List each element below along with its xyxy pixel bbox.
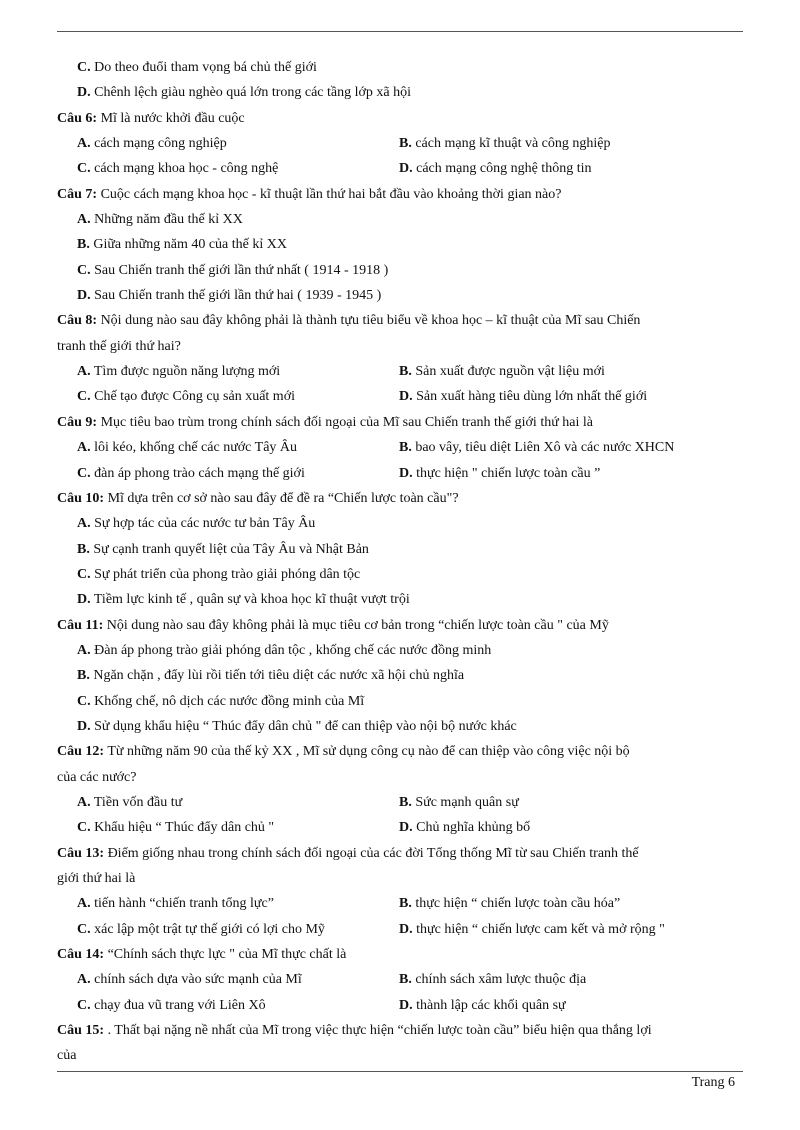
answer-option: [77, 207, 243, 232]
answer-option: [77, 638, 491, 663]
option-text: Sự phát triển của phong trào giải phóng dân tộc: [94, 566, 361, 582]
option-letter: C.: [77, 389, 91, 405]
option-row: [57, 562, 743, 587]
option-letter: A.: [77, 642, 91, 658]
question-label: Câu 10:: [57, 490, 105, 506]
option-letter: D.: [77, 85, 91, 101]
page-content: [57, 55, 743, 1069]
option-letter: D.: [77, 592, 91, 608]
answer-option: [399, 384, 647, 409]
question-line: [57, 739, 743, 764]
option-letter: A.: [77, 136, 91, 152]
option-letter: B.: [399, 794, 412, 810]
option-letter: A.: [77, 896, 91, 912]
answer-option: [77, 131, 227, 156]
footer-rule: [57, 1071, 743, 1072]
question-line: [57, 841, 743, 866]
option-letter: A.: [77, 794, 91, 810]
option-letter: D.: [399, 921, 413, 937]
question-text: Mục tiêu bao trùm trong chính sách đối ngoại của Mĩ sau Chiến tranh thế giới thứ hai là: [100, 414, 594, 430]
option-letter: C.: [77, 566, 91, 582]
option-letter: B.: [77, 668, 90, 684]
answer-option: [77, 917, 325, 942]
answer-option: [77, 435, 297, 460]
question-line: [57, 308, 743, 333]
answer-option: [77, 80, 411, 105]
option-letter: C.: [77, 161, 91, 177]
question-continuation: tranh thế giới thứ hai?: [57, 338, 181, 354]
question-label: Câu 9:: [57, 414, 98, 430]
question-label: Câu 8:: [57, 313, 98, 329]
question-continuation: giới thứ hai là: [57, 871, 136, 886]
question-text: Nội dung nào sau đây không phải là thành tựu tiêu biểu về khoa học – kĩ thuật của Mĩ sau Chiến: [100, 313, 641, 329]
answer-option: [77, 537, 369, 562]
option-text: Sau Chiến tranh thế giới lần thứ hai ( 1939 - 1945 ): [94, 288, 382, 304]
question-text: “Chính sách thực lực " của Mĩ thực chất là: [107, 947, 347, 963]
option-text: cách mạng khoa học - công nghệ: [94, 161, 279, 177]
option-text: bao vây, tiêu diệt Liên Xô và các nước XHCN: [415, 440, 675, 456]
option-row: [57, 461, 743, 486]
option-text: Tìm được nguồn năng lượng mới: [93, 364, 281, 380]
question-continuation: của các nước?: [57, 769, 137, 785]
option-letter: B.: [399, 896, 412, 912]
answer-option: [77, 55, 317, 80]
option-row: [57, 689, 743, 714]
option-text: xác lập một trật tự thế giới có lợi cho Mỹ: [94, 921, 325, 937]
option-text: Chế tạo được Công cụ sản xuất mới: [94, 389, 295, 405]
answer-option: [77, 511, 315, 536]
header-rule: [57, 31, 743, 32]
option-row: [57, 587, 743, 612]
option-text: cách mạng công nghệ thông tin: [416, 161, 592, 177]
option-letter: B.: [399, 972, 412, 988]
option-row: [57, 359, 743, 384]
answer-option: [77, 562, 360, 587]
option-letter: B.: [399, 364, 412, 380]
option-text: thực hiện “ chiến lược cam kết và mở rộng ": [416, 921, 665, 937]
answer-option: [77, 359, 280, 384]
answer-option: [399, 993, 566, 1018]
option-letter: A.: [77, 516, 91, 532]
answer-option: [77, 283, 381, 308]
answer-option: [77, 891, 274, 916]
option-text: đàn áp phong trào cách mạng thế giới: [94, 465, 305, 481]
option-text: Chênh lệch giàu nghèo quá lớn trong các tầng lớp xã hội: [94, 85, 412, 101]
answer-option: [77, 258, 388, 283]
answer-option: [399, 815, 530, 840]
option-row: [57, 967, 743, 992]
question-label: Câu 12:: [57, 744, 105, 760]
option-row: [57, 917, 743, 942]
answer-option: [399, 461, 600, 486]
option-text: Sử dụng khẩu hiệu “ Thúc đẩy dân chủ " để can thiệp vào nội bộ nước khác: [94, 718, 517, 734]
option-text: Giữa những năm 40 của thế kỉ XX: [93, 237, 287, 253]
option-text: cách mạng công nghiệp: [94, 136, 227, 152]
option-text: Sức mạnh quân sự: [415, 794, 519, 810]
option-letter: C.: [77, 60, 91, 75]
option-letter: A.: [77, 212, 91, 228]
option-text: Sự cạnh tranh quyết liệt của Tây Âu và Nhật Bản: [93, 541, 369, 557]
option-row: [57, 80, 743, 105]
option-text: Những năm đầu thế kỉ XX: [94, 212, 243, 228]
option-row: [57, 283, 743, 308]
option-letter: B.: [399, 136, 412, 152]
option-letter: C.: [77, 921, 91, 937]
option-text: chính sách dựa vào sức mạnh của Mĩ: [94, 972, 302, 988]
option-letter: C.: [77, 997, 91, 1013]
answer-option: [77, 993, 266, 1018]
option-text: Khống chế, nô dịch các nước đồng minh của Mĩ: [94, 693, 365, 709]
option-row: [57, 891, 743, 916]
answer-option: [399, 790, 519, 815]
option-text: chính sách xâm lược thuộc địa: [415, 972, 587, 988]
option-row: [57, 384, 743, 409]
question-text: Điểm giống nhau trong chính sách đối ngoại của các đời Tổng thống Mĩ từ sau Chiến tranh thế: [107, 845, 639, 861]
question-line: [57, 410, 743, 435]
answer-option: [77, 663, 464, 688]
page-number: Trang 6: [691, 1075, 735, 1090]
option-letter: A.: [77, 364, 91, 380]
option-letter: B.: [77, 541, 90, 557]
option-text: thực hiện “ chiến lược toàn cầu hóa”: [415, 896, 621, 912]
option-letter: B.: [399, 440, 412, 456]
answer-option: [77, 689, 364, 714]
question-label: Câu 14:: [57, 947, 105, 963]
question-label: Câu 13:: [57, 845, 105, 861]
option-letter: C.: [77, 465, 91, 481]
option-text: tiến hành “chiến tranh tổng lực”: [94, 896, 274, 912]
answer-option: [77, 232, 287, 257]
option-text: Sản xuất hàng tiêu dùng lớn nhất thế giới: [416, 389, 648, 405]
question-text: Mĩ dựa trên cơ sở nào sau đây để đề ra “Chiến lược toàn cầu"?: [107, 490, 459, 506]
option-text: chạy đua vũ trang với Liên Xô: [94, 997, 266, 1013]
option-row: [57, 258, 743, 283]
answer-option: [399, 917, 665, 942]
option-row: [57, 511, 743, 536]
question-line: [57, 1018, 743, 1043]
option-letter: B.: [77, 237, 90, 253]
answer-option: [77, 790, 182, 815]
option-text: Sự hợp tác của các nước tư bản Tây Âu: [94, 516, 316, 532]
option-letter: D.: [77, 288, 91, 304]
option-row: [57, 435, 743, 460]
answer-option: [77, 156, 278, 181]
option-letter: C.: [77, 693, 91, 709]
option-row: [57, 207, 743, 232]
answer-option: [399, 131, 611, 156]
option-text: thực hiện " chiến lược toàn cầu ”: [416, 465, 601, 481]
answer-option: [77, 967, 302, 992]
question-label: Câu 15:: [57, 1023, 105, 1039]
answer-option: [399, 435, 674, 460]
option-letter: C.: [77, 820, 91, 836]
option-row: [57, 663, 743, 688]
question-text: . Thất bại nặng nề nhất của Mĩ trong việc thực hiện “chiến lược toàn cầu” biểu hiện qua thắng lợi: [107, 1023, 652, 1039]
answer-option: [77, 815, 274, 840]
question-label: Câu 7:: [57, 186, 98, 202]
option-text: Ngăn chặn , đẩy lùi rồi tiến tới tiêu diệt các nước xã hội chủ nghĩa: [93, 668, 465, 684]
option-text: lôi kéo, khống chế các nước Tây Âu: [94, 440, 298, 456]
option-text: cách mạng kĩ thuật và công nghiệp: [415, 136, 611, 152]
option-letter: D.: [399, 161, 413, 177]
question-line: [57, 613, 743, 638]
answer-option: [77, 384, 295, 409]
option-text: thành lập các khối quân sự: [416, 997, 566, 1013]
option-letter: D.: [77, 718, 91, 734]
option-row: [57, 537, 743, 562]
option-row: [57, 156, 743, 181]
option-row: [57, 714, 743, 739]
option-letter: D.: [399, 465, 413, 481]
question-text: Mĩ là nước khởi đầu cuộc: [100, 110, 245, 126]
option-row: [57, 815, 743, 840]
answer-option: [399, 359, 605, 384]
question-line: [57, 182, 743, 207]
question-text: Cuộc cách mạng khoa học - kĩ thuật lần thứ hai bắt đầu vào khoảng thời gian nào?: [100, 186, 562, 202]
answer-option: [77, 714, 517, 739]
option-row: [57, 131, 743, 156]
question-text: Từ những năm 90 của thế kỷ XX , Mĩ sử dụng công cụ nào để can thiệp vào công việc nội bộ: [107, 744, 630, 760]
option-text: Tiềm lực kinh tế , quân sự và khoa học kĩ thuật vượt trội: [93, 592, 410, 608]
option-row: [57, 232, 743, 257]
option-row: [57, 55, 743, 80]
answer-option: [77, 587, 410, 612]
option-text: Chủ nghĩa khủng bố: [416, 820, 531, 836]
option-letter: D.: [399, 997, 413, 1013]
option-text: Sau Chiến tranh thế giới lần thứ nhất ( 1914 - 1918 ): [94, 262, 389, 278]
option-letter: C.: [77, 262, 91, 278]
option-text: Đàn áp phong trào giải phóng dân tộc , khống chế các nước đồng minh: [94, 642, 492, 658]
answer-option: [399, 967, 586, 992]
option-letter: D.: [399, 389, 413, 405]
question-text: Nội dung nào sau đây không phải là mục tiêu cơ bản trong “chiến lược toàn cầu " của Mỹ: [106, 617, 609, 633]
question-label: Câu 11:: [57, 617, 104, 633]
option-text: Sản xuất được nguồn vật liệu mới: [415, 364, 605, 380]
question-line: [57, 106, 743, 131]
question-label: Câu 6:: [57, 110, 98, 126]
answer-option: [399, 156, 591, 181]
question-continuation: của: [57, 1048, 77, 1064]
option-letter: A.: [77, 440, 91, 456]
answer-option: [77, 461, 305, 486]
option-letter: D.: [399, 820, 413, 836]
option-row: [57, 638, 743, 663]
option-text: Do theo đuổi tham vọng bá chủ thế giới: [94, 60, 317, 75]
option-row: [57, 790, 743, 815]
option-row: [57, 993, 743, 1018]
option-text: Tiền vốn đầu tư: [93, 794, 183, 810]
question-line: [57, 486, 743, 511]
option-letter: A.: [77, 972, 91, 988]
answer-option: [399, 891, 620, 916]
option-text: Khẩu hiệu “ Thúc đẩy dân chủ ": [94, 820, 275, 836]
question-line: [57, 942, 743, 967]
